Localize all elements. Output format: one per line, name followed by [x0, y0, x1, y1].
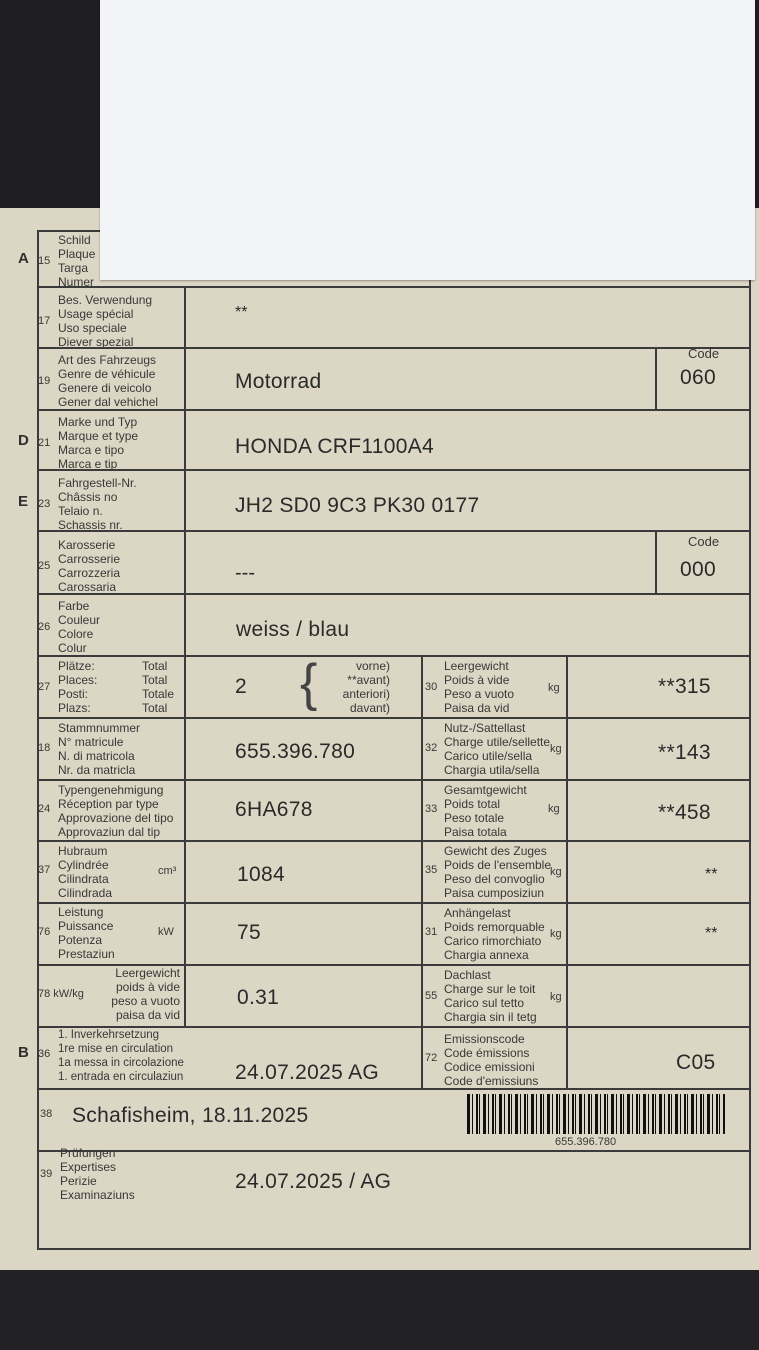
color-value: weiss / blau: [236, 618, 350, 641]
chassis-value: JH2 SD0 9C3 PK30 0177: [235, 494, 480, 517]
unit: cm³: [158, 865, 177, 877]
color-label: Farbe Couleur Colore Colur: [58, 599, 101, 655]
code-header: Code: [688, 534, 720, 549]
power-label: Leistung Puissance Potenza Prestaziun: [58, 905, 115, 961]
row-divider: [37, 469, 751, 471]
displacement-label: Hubraum Cylindrée Cilindrata Cilindrada: [58, 844, 113, 900]
field-letter: B: [18, 1044, 29, 1061]
master-number-label: Stammnummer N° matricule N. di matricola Nr. da matricla: [58, 721, 141, 777]
field-number: 76: [38, 926, 51, 938]
barcode-number: 655.396.780: [555, 1136, 617, 1148]
field-number: 24: [38, 803, 51, 815]
field-number: 23: [38, 498, 51, 510]
inspections-label: Prüfungen Expertises Perizie Examinaziuns: [60, 1146, 135, 1202]
field-number: 27: [38, 681, 51, 693]
field-number: 26: [38, 621, 51, 633]
field-number: 33: [425, 803, 438, 815]
special-use-value: **: [235, 304, 248, 321]
row-divider: [37, 409, 751, 411]
issue-place-date: Schafisheim, 18.11.2025: [72, 1104, 309, 1127]
total-weight-value: **458: [658, 801, 711, 824]
unit: kg: [550, 866, 562, 878]
train-weight-label: Gewicht des Zuges Poids de l'ensemble Peso del convoglio Paisa cumposiziun: [444, 844, 552, 900]
type-approval-value: 6HA678: [235, 798, 313, 821]
row-divider: [37, 1088, 751, 1090]
unit: kW: [158, 926, 174, 938]
field-number: 25: [38, 560, 51, 572]
seats-value: 2: [235, 675, 247, 698]
code-header: Code: [688, 346, 720, 361]
field-number: 55: [425, 990, 438, 1002]
special-use-label: Bes. Verwendung Usage spécial Uso speciale Diever spezial: [58, 293, 153, 349]
body-value: ---: [235, 562, 255, 584]
field-number: 21: [38, 437, 51, 449]
unit: kg: [548, 682, 560, 694]
row-divider: [37, 779, 751, 781]
inspections-value: 24.07.2025 / AG: [235, 1170, 392, 1193]
row-divider: [37, 717, 751, 719]
empty-weight-value: **315: [658, 675, 711, 698]
body-code: 000: [680, 558, 716, 581]
field-number: 30: [425, 681, 438, 693]
row-divider: [37, 593, 751, 595]
vehicle-type-value: Motorrad: [235, 370, 322, 393]
background-bottom: [0, 1270, 759, 1350]
field-letter: D: [18, 432, 29, 449]
payload-value: **143: [658, 741, 711, 764]
paper-sticker: [100, 0, 755, 280]
field-number: 39: [40, 1168, 53, 1180]
body-label: Karosserie Carrosserie Carrozzeria Carossaria: [58, 538, 121, 594]
column-divider: [184, 286, 186, 1028]
train-weight-value: **: [705, 866, 718, 883]
field-number: 32: [425, 742, 438, 754]
field-number: 18: [38, 742, 51, 754]
field-number: 37: [38, 864, 51, 876]
displacement-value: 1084: [237, 863, 285, 886]
unit: kg: [550, 743, 562, 755]
row-divider: [37, 530, 751, 532]
barcode: [467, 1094, 725, 1134]
vehicle-type-label: Art des Fahrzeugs Genre de véhicule Genere di veicolo Gener dal vehichel: [58, 353, 159, 409]
field-number: 72: [425, 1052, 438, 1064]
row-divider: [37, 655, 751, 657]
power-value: 75: [237, 921, 261, 944]
row-divider: [37, 840, 751, 842]
master-number-value: 655.396.780: [235, 740, 356, 763]
field-letter: E: [18, 493, 29, 510]
column-divider: [421, 655, 423, 1088]
field-number: 17: [38, 315, 51, 327]
make-type-label: Marke und Typ Marque et type Marca e tipo Marca e tip: [58, 415, 139, 471]
emission-value: C05: [676, 1051, 716, 1074]
unit: kg: [548, 803, 560, 815]
first-registration-label: 1. Inverkehrsetzung 1re mise en circulation 1a messa in circolazione 1. entrada en circulaziun: [58, 1029, 184, 1083]
trailer-load-label: Anhängelast Poids remorquable Carico rimorchiato Chargia annexa: [444, 906, 545, 962]
plate-label: Schild Plaque Targa Numer: [58, 233, 96, 289]
make-type-value: HONDA CRF1100A4: [235, 435, 435, 458]
chassis-label: Fahrgestell-Nr. Châssis no Telaio n. Schassis nr.: [58, 476, 137, 532]
row-divider: [37, 1150, 751, 1152]
field-number: 19: [38, 375, 51, 387]
field-number: 36: [38, 1048, 51, 1060]
field-number: 31: [425, 926, 438, 938]
row-divider: [37, 286, 751, 288]
payload-label: Nutz-/Sattellast Charge utile/sellette Carico utile/sella Chargia utila/sella: [444, 721, 551, 777]
code-divider: [655, 347, 657, 409]
field-letter: A: [18, 250, 29, 267]
column-divider: [566, 655, 568, 1088]
type-approval-label: Typengenehmigung Réception par type Approvazione del tipo Approvaziun dal tip: [58, 783, 174, 839]
code-divider: [655, 530, 657, 593]
row-divider: [37, 902, 751, 904]
field-number: 78 kW/kg: [38, 988, 84, 1000]
unit: kg: [550, 928, 562, 940]
trailer-load-value: **: [705, 925, 718, 942]
emission-label: Emissionscode Code émissions Codice emissioni Code d'emissiuns: [444, 1032, 539, 1088]
roof-load-label: Dachlast Charge sur le toit Carico sul tetto Chargia sin il tetg: [444, 968, 537, 1024]
vehicle-type-code: 060: [680, 366, 716, 389]
field-number: 15: [38, 255, 51, 267]
seats-label: Plätze: Places: Posti: Plazs:: [58, 659, 98, 715]
first-registration-value: 24.07.2025 AG: [235, 1061, 380, 1084]
power-ratio-value: 0.31: [237, 986, 280, 1009]
power-ratio-label: Leergewicht poids à vide peso a vuoto paisa da vid: [111, 966, 180, 1022]
empty-weight-label: Leergewicht Poids à vide Peso a vuoto Paisa da vid: [444, 659, 515, 715]
field-number: 38: [40, 1108, 53, 1120]
field-number: 35: [425, 864, 438, 876]
brace-icon: {: [300, 654, 318, 712]
total-weight-label: Gesamtgewicht Poids total Peso totale Paisa totala: [444, 783, 527, 839]
unit: kg: [550, 991, 562, 1003]
seats-total-label: Total Total Totale Total: [142, 659, 175, 715]
seats-front-label: vorne) **avant) anteriori) davant): [342, 659, 390, 715]
